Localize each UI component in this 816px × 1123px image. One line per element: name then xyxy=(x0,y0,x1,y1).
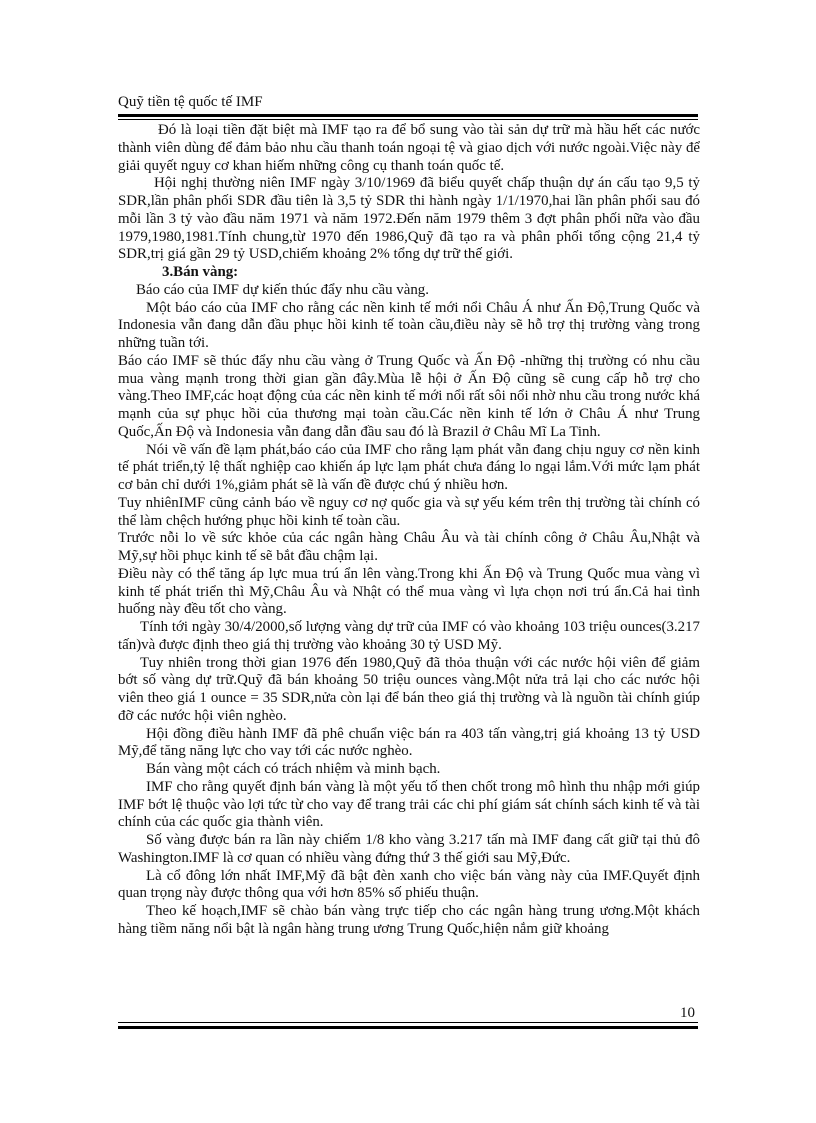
page-header-title: Quỹ tiền tệ quốc tế IMF xyxy=(118,94,263,110)
body-paragraph: Trước nỗi lo về sức khỏe của các ngân hàng Châu Âu và tài chính công ở Châu Âu,Nhật và Mỹ,sự hồi phục kinh tế sẽ bắt đầu chậm lại. xyxy=(118,530,700,564)
body-paragraph: Bán vàng một cách có trách nhiệm và minh bạch. xyxy=(146,761,441,777)
body-paragraph: Tuy nhiên trong thời gian 1976 đến 1980,Quỹ đã thỏa thuận với các nước hội viên để giảm bớt số vàng dự trữ.Quỹ đã bán khoảng 50 triệu ounces vàng.Một nửa trả lại cho các nước hội viên theo giá 1 ounce = 35 SDR,nửa còn lại để bán theo giá thị trường và là nguồn tài chính giúp đỡ các nước hội viên nghèo. xyxy=(118,654,700,724)
body-paragraph: Hội nghị thường niên IMF ngày 3/10/1969 đã biểu quyết chấp thuận dự án cấu tạo 9,5 tỷ SDR,lần phân phối SDR đầu tiên là 3,5 tỷ SDR thi hành ngày 1/1/1970,hai lần phân phối sau đó mỗi lần 3 tỷ vào đầu năm 1971 và năm 1972.Đến năm 1979 thêm 3 đợt phân phối nữa vào đầu 1979,1980,1981.Tính chung,từ 1970 đến 1986,Quỹ đã tạo ra và phân phối tổng cộng 21,4 tỷ SDR,trị giá gần 29 tỷ USD,chiếm khoảng 2% tổng dự trữ thế giới. xyxy=(118,175,700,263)
body-paragraph: IMF cho rằng quyết định bán vàng là một yếu tố then chốt trong mô hình thu nhập mới giúp IMF bớt lệ thuộc vào lợi tức từ cho vay để trang trải các chi phí giám sát chính sách kinh tế và tài chính của các quốc gia thành viên. xyxy=(118,778,700,831)
body-paragraph: Báo cáo IMF sẽ thúc đẩy nhu cầu vàng ở Trung Quốc và Ấn Độ -những thị trường có nhu cầu mua vàng mạnh trong thời gian gần đây.Mùa lễ hội ở Ấn Độ cũng sẽ cung cấp hỗ trợ cho vàng.Theo IMF,các hoạt động của các nền kinh tế mới nổi rất sôi nổi nhờ nhu cầu trong nước khá mạnh của sự phục hồi của thương mại toàn cầu.Các nền kinh tế lớn ở Châu Á như Trung Quốc,Ấn Độ và Indonesia vẫn đang dẫn đầu sau đó là Brazil ở Châu Mĩ La Tinh. xyxy=(118,352,700,440)
body-paragraph: Theo kế hoạch,IMF sẽ chào bán vàng trực tiếp cho các ngân hàng trung ương.Một khách hàng tiềm năng nổi bật là ngân hàng trung ương Trung Quốc,hiện nắm giữ khoảng xyxy=(118,903,700,937)
page-number: 10 xyxy=(680,1005,695,1021)
header-rule-thin xyxy=(118,119,698,120)
body-paragraph: Một báo cáo của IMF cho rằng các nền kinh tế mới nổi Châu Á như Ấn Độ,Trung Quốc và Indonesia vẫn đang dẫn đầu phục hồi kinh tế toàn cầu,điều này sẽ hỗ trợ thị trường vàng trong những tuần tới. xyxy=(118,299,700,351)
body-paragraph: Tính tới ngày 30/4/2000,số lượng vàng dự trữ của IMF có vào khoảng 103 triệu ounces(3.217 tấn)và được định theo giá thị trường vào khoảng 30 tỷ USD Mỹ. xyxy=(118,619,700,653)
body-paragraph: Nói về vấn đề lạm phát,báo cáo của IMF cho rằng lạm phát vẫn đang chịu nguy cơ nền kinh tế phát triển,tỷ lệ thất nghiệp cao khiến áp lực lạm phát chưa đáng lo ngại lắm.Với mức lạm phát cơ bản chỉ dưới 1%,giảm phát sẽ là vấn đề được chú ý nhiều hơn. xyxy=(118,441,700,493)
section-heading: 3.Bán vàng: xyxy=(162,264,239,280)
body-paragraph: Hội đồng điều hành IMF đã phê chuẩn việc bán ra 403 tấn vàng,trị giá khoảng 13 tỷ USD Mỹ,để tăng năng lực cho vay tới các nước nghèo. xyxy=(118,725,700,760)
body-paragraph: Tuy nhiênIMF cũng cảnh báo về nguy cơ nợ quốc gia và sự yếu kém trên thị trường tài chính có thể làm chệch hướng phục hồi kinh tế toàn cầu. xyxy=(118,494,700,529)
footer-rule-thick xyxy=(118,1026,698,1029)
body-paragraph: Điều này có thể tăng áp lực mua trú ẩn lên vàng.Trong khi Ấn Độ và Trung Quốc mua vàng vì kinh tế phát triển thì Mỹ,Châu Âu và Nhật có thể mua vàng vì lựa chọn nơi trú ẩn.Cả hai tình huống này đều tốt cho vàng. xyxy=(118,565,700,618)
document-body xyxy=(118,122,700,939)
header-rule-thick xyxy=(118,114,698,117)
body-paragraph: Số vàng được bán ra lần này chiếm 1/8 kho vàng 3.217 tấn mà IMF đang cất giữ tại thủ đô Washington.IMF là cơ quan có nhiều vàng đứng thứ 3 thế giới sau Mỹ,Đức. xyxy=(118,832,700,866)
body-paragraph: Là cổ đông lớn nhất IMF,Mỹ đã bật đèn xanh cho việc bán vàng này của IMF.Quyết định quan trọng này được thông qua với hơn 85% số phiếu thuận. xyxy=(118,867,700,902)
body-paragraph: Báo cáo của IMF dự kiến thúc đẩy nhu cầu vàng. xyxy=(136,281,429,298)
body-paragraph: Đó là loại tiền đặt biệt mà IMF tạo ra để bổ sung vào tài sản dự trữ mà hầu hết các nước thành viên dùng để đảm bảo nhu cầu thanh toán ngoại tệ và giao dịch với nước ngoài.Việc này để giải quyết nguy cơ khan hiếm những công cụ thanh toán quốc tế. xyxy=(118,122,700,174)
footer-rule-thin xyxy=(118,1022,698,1023)
